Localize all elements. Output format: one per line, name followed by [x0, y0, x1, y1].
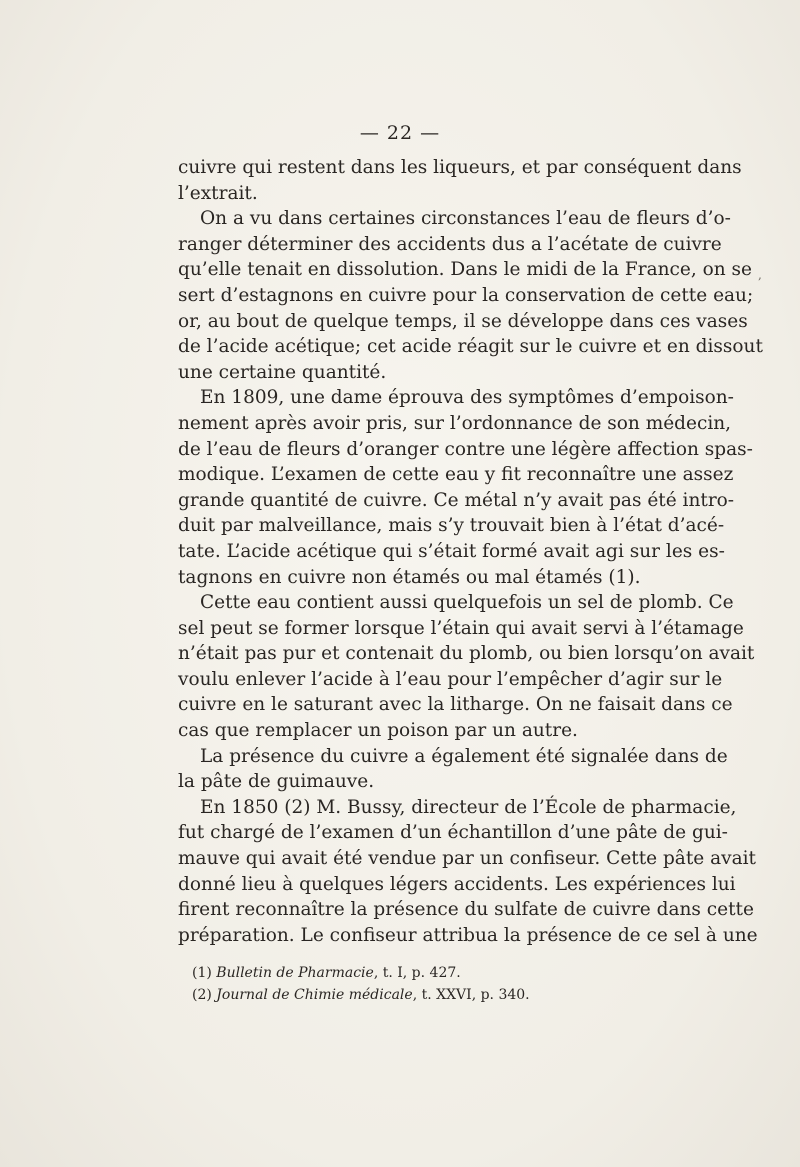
text-line: donné lieu à quelques légers accidents. Les expériences lui [178, 873, 736, 895]
text-line: n’était pas pur et contenait du plomb, ou bien lorsqu’on avait [178, 643, 755, 665]
text-line: cas que remplacer un poison par un autre. [178, 720, 578, 742]
text-line: qu’elle tenait en dissolution. Dans le midi de la France, on se [178, 259, 752, 281]
text-line: de l’acide acétique; cet acide réagit sur le cuivre et en dissout [178, 336, 763, 358]
text-line: mauve qui avait été vendue par un confiseur. Cette pâte avait [178, 848, 756, 870]
text-line: Cette eau contient aussi quelquefois un sel de plomb. Ce [200, 592, 734, 614]
text-line: cuivre qui restent dans les liqueurs, et par conséquent dans [178, 157, 742, 178]
text-line: On a vu dans certaines circonstances l’eau de fleurs d’o- [200, 208, 731, 230]
text-line: En 1809, une dame éprouva des symptômes d’empoison- [200, 387, 734, 409]
text-line: de l’eau de fleurs d’oranger contre une légère affection spas- [178, 438, 753, 460]
text-line: nement après avoir pris, sur l’ordonnance de son médecin, [178, 412, 732, 434]
text-line: duit par malveillance, mais s’y trouvait bien à l’état d’acé- [178, 515, 725, 537]
footnote-reference: , t. I, p. 427. [373, 965, 461, 981]
page-number: — 22 — [359, 122, 441, 144]
footnote [192, 962, 672, 984]
text-line: voulu enlever l’acide à l’eau pour l’empêcher d’agir sur le [178, 668, 723, 690]
text-line: une certaine quantité. [178, 361, 387, 383]
text-line: sert d’estagnons en cuivre pour la conservation de cette eau; [178, 284, 754, 306]
footnote [192, 984, 672, 1006]
text-line: la pâte de guimauve. [178, 771, 375, 793]
footnote-mark: (2) [192, 987, 212, 1003]
text-line: fut chargé de l’examen d’un échantillon d’une pâte de gui- [178, 822, 728, 844]
text-line: La présence du cuivre a également été signalée dans de [200, 745, 728, 767]
text-line: or, au bout de quelque temps, il se développe dans ces vases [178, 310, 748, 332]
footnote-mark: (1) [192, 965, 212, 981]
text-line: En 1850 (2) M. Bussy, directeur de l’École de pharmacie, [200, 796, 737, 818]
text-line: sel peut se former lorsque l’étain qui avait servi à l’étamage [178, 617, 744, 639]
footnote-source: Journal de Chimie médicale [216, 987, 413, 1003]
body-text [178, 155, 763, 948]
text-line: firent reconnaître la présence du sulfate de cuivre dans cette [178, 899, 754, 921]
text-line: modique. L’examen de cette eau y fit reconnaître une assez [178, 464, 734, 486]
text-line: l’extrait. [178, 182, 258, 204]
text-line: grande quantité de cuivre. Ce métal n’y avait pas été intro- [178, 489, 735, 511]
text-line: ranger déterminer des accidents dus a l’acétate de cuivre [178, 233, 722, 255]
footnotes [192, 962, 672, 1006]
footnote-reference: , t. XXVI, p. 340. [412, 987, 530, 1003]
footnote-source: Bulletin de Pharmacie [216, 965, 374, 981]
text-line: tagnons en cuivre non étamés ou mal étamés (1). [178, 566, 641, 588]
text-line: tate. L’acide acétique qui s’était formé avait agi sur les es- [178, 540, 725, 562]
text-line: cuivre en le saturant avec la litharge. On ne faisait dans ce [178, 694, 733, 716]
margin-speck: , [758, 268, 762, 282]
text-line: préparation. Le confiseur attribua la présence de ce sel à une [178, 924, 758, 946]
